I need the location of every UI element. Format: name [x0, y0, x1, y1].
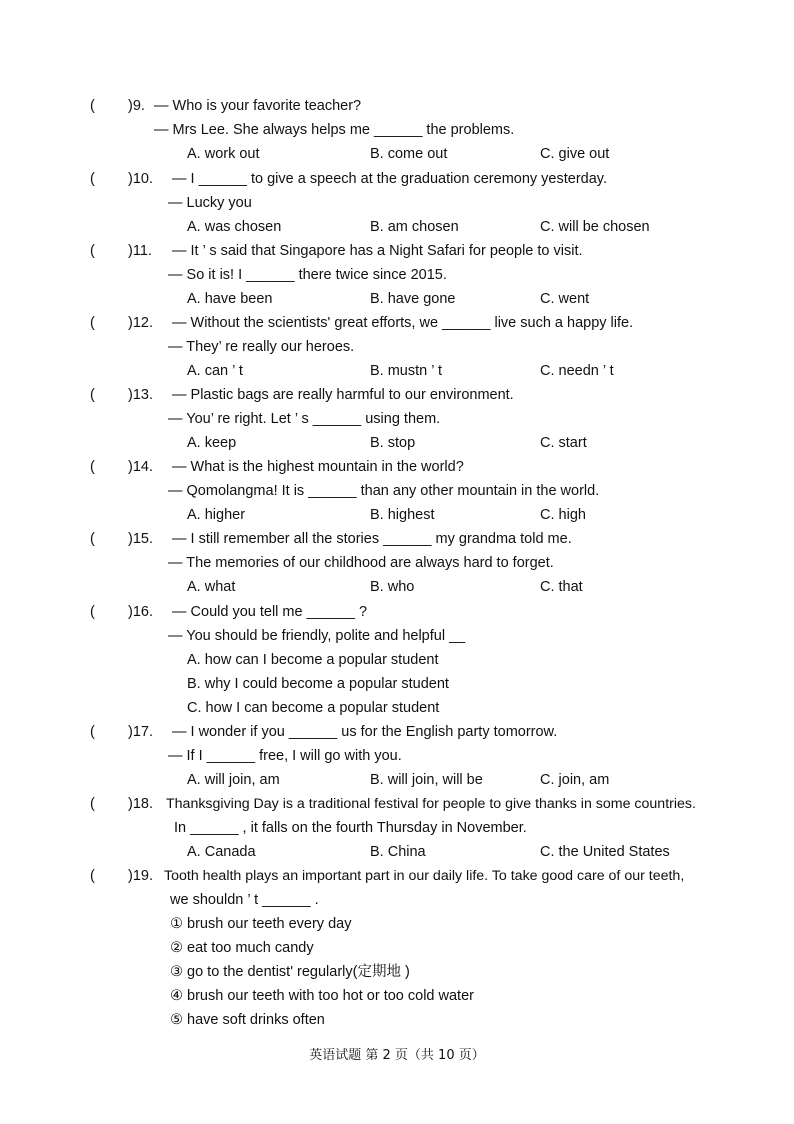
option-a: A. can ’ t: [187, 363, 243, 379]
answer-paren: (: [90, 604, 95, 620]
question-number: )18.: [128, 796, 153, 812]
option-c: C. needn ’ t: [540, 363, 614, 379]
page-footer: 英语试题 第 2 页（共 10 页）: [309, 1048, 485, 1063]
answer-paren: (: [90, 868, 95, 884]
question-stem: Tooth health plays an important part in our daily life. To take good care of our teeth,: [164, 868, 685, 884]
option-b: B. why I could become a popular student: [187, 676, 449, 692]
question-number: )11.: [128, 243, 152, 259]
option-a: A. higher: [187, 507, 246, 523]
question-reply: — So it is! I ______ there twice since 2015.: [168, 267, 447, 283]
question-number: )13.: [128, 387, 153, 403]
option-a: A. work out: [187, 146, 260, 162]
question-reply: — You should be friendly, polite and helpful __: [168, 628, 466, 644]
option-b: B. highest: [370, 507, 435, 523]
question-stem: — It ’ s said that Singapore has a Night Safari for people to visit.: [172, 243, 583, 259]
question-number: )10.: [128, 171, 153, 187]
question-number: )19.: [128, 868, 153, 884]
question-reply: In ______ , it falls on the fourth Thursday in November.: [174, 820, 527, 836]
option-a: A. how can I become a popular student: [187, 652, 439, 668]
question-reply: we shouldn ’ t ______ .: [170, 892, 319, 908]
option-c: C. start: [540, 435, 587, 451]
option-b: B. China: [370, 844, 426, 860]
question-reply: — If I ______ free, I will go with you.: [168, 748, 402, 764]
question-stem: — I still remember all the stories ______ my grandma told me.: [172, 531, 572, 547]
question-reply: — Qomolangma! It is ______ than any other mountain in the world.: [168, 483, 600, 499]
answer-paren: (: [90, 387, 95, 403]
choice-4: ④ brush our teeth with too hot or too cold water: [170, 988, 474, 1004]
option-a: A. Canada: [187, 844, 256, 860]
question-stem: — What is the highest mountain in the world?: [172, 459, 464, 475]
question-reply: — You’ re right. Let ’ s ______ using them.: [168, 411, 441, 427]
choice-2: ② eat too much candy: [170, 940, 314, 956]
option-c: C. join, am: [540, 772, 610, 788]
choice-5: ⑤ have soft drinks often: [170, 1012, 325, 1028]
option-c: C. went: [540, 291, 590, 307]
question-reply: — Mrs Lee. She always helps me ______ the problems.: [154, 122, 515, 138]
question-number: )16.: [128, 604, 153, 620]
option-c: C. high: [540, 507, 586, 523]
question-reply: — They’ re really our heroes.: [168, 339, 355, 355]
answer-paren: (: [90, 243, 95, 259]
question-stem: — I ______ to give a speech at the graduation ceremony yesterday.: [172, 171, 607, 187]
question-stem: Thanksgiving Day is a traditional festival for people to give thanks in some countries.: [166, 796, 696, 812]
answer-paren: (: [90, 98, 95, 114]
answer-paren: (: [90, 796, 95, 812]
question-number: )9.: [128, 98, 145, 114]
option-c: C. that: [540, 579, 583, 595]
option-b: B. mustn ’ t: [370, 363, 442, 379]
question-stem: — Plastic bags are really harmful to our environment.: [172, 387, 514, 403]
question-number: )17.: [128, 724, 153, 740]
question-reply: — The memories of our childhood are always hard to forget.: [168, 555, 554, 571]
option-a: A. what: [187, 579, 236, 595]
question-stem: — Without the scientists' great efforts, we ______ live such a happy life.: [172, 315, 634, 331]
choice-3: ③ go to the dentist' regularly(定期地 ): [170, 964, 410, 980]
option-c: C. how I can become a popular student: [187, 700, 440, 716]
choice-1: ① brush our teeth every day: [170, 916, 352, 932]
option-b: B. am chosen: [370, 219, 459, 235]
option-b: B. stop: [370, 435, 416, 451]
option-b: B. come out: [370, 146, 448, 162]
answer-paren: (: [90, 724, 95, 740]
answer-paren: (: [90, 531, 95, 547]
option-b: B. who: [370, 579, 415, 595]
option-a: A. have been: [187, 291, 273, 307]
answer-paren: (: [90, 315, 95, 331]
option-a: A. keep: [187, 435, 237, 451]
option-b: B. have gone: [370, 291, 456, 307]
answer-paren: (: [90, 171, 95, 187]
option-a: A. will join, am: [187, 772, 280, 788]
question-number: )14.: [128, 459, 153, 475]
question-number: )12.: [128, 315, 153, 331]
option-c: C. will be chosen: [540, 219, 650, 235]
question-stem: — I wonder if you ______ us for the English party tomorrow.: [172, 724, 558, 740]
question-reply: — Lucky you: [168, 195, 252, 211]
option-c: C. the United States: [540, 844, 670, 860]
option-b: B. will join, will be: [370, 772, 483, 788]
answer-paren: (: [90, 459, 95, 475]
question-stem: — Could you tell me ______ ?: [172, 604, 368, 620]
question-number: )15.: [128, 531, 153, 547]
option-a: A. was chosen: [187, 219, 282, 235]
question-stem: — Who is your favorite teacher?: [154, 98, 362, 114]
option-c: C. give out: [540, 146, 610, 162]
